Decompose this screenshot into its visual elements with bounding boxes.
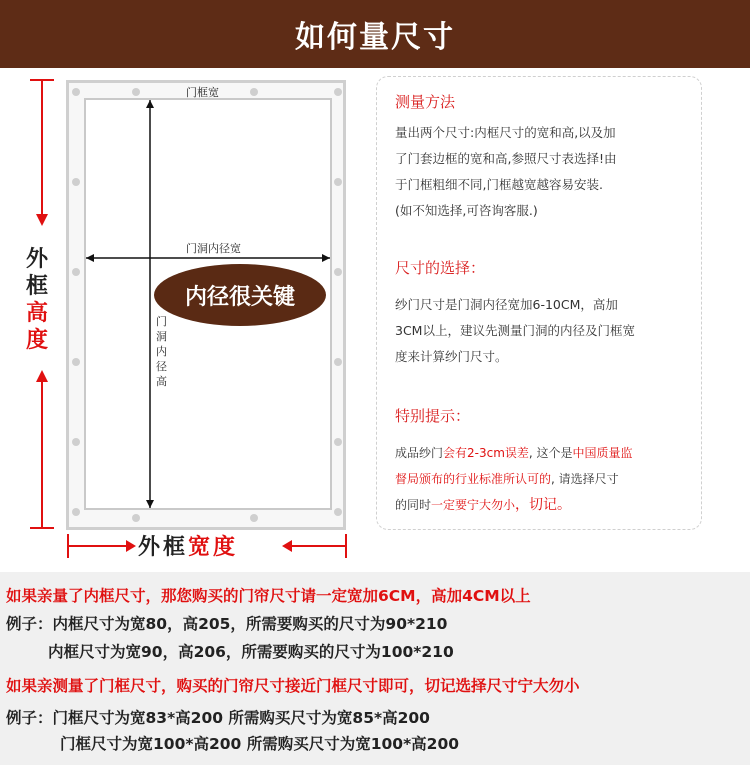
examples-panel (0, 572, 750, 765)
size-title: 尺寸的选择： (395, 259, 486, 277)
size-text: 纱门尺寸是门洞内径宽加6-10CM，高加 3CM以上，建议先测量门洞的内径及门框宽 度来计算纱门尺寸。 (395, 297, 635, 364)
outer-height-label: 外 框 高 度 (25, 247, 48, 353)
info-panel (376, 76, 702, 530)
door-frame-example-1: 例子：门框尺寸为宽83*高200 所需购买尺寸为宽85*高200 (6, 709, 430, 727)
tip-text: 成品纱门会有2-3cm误差, 这个是中国质量监 督局颁布的行业标准所认可的, 请选择尺寸 的同时一定要宁大勿小，切记。 (395, 446, 633, 513)
method-text: 量出两个尺寸:内框尺寸的宽和高,以及加 了门套边框的宽和高,参照尺寸表选择!由 于门框粗细不同,门框越宽越容易安装. (如不知选择,可咨询客服.) (395, 125, 617, 218)
size-section (395, 257, 687, 370)
outer-width-label: 外框宽度 (138, 535, 239, 560)
inner-frame-example-1: 例子：内框尺寸为宽80，高205，所需要购买的尺寸为90*210 (6, 615, 448, 633)
frame-width-label: 门框宽 (186, 86, 219, 99)
opening-height-label: 门 洞 内 径 高 (156, 315, 167, 388)
method-section (395, 91, 687, 224)
door-frame-rule: 如果亲测量了门框尺寸，购买的门帘尺寸接近门框尺寸即可，切记选择尺寸宁大勿小 (6, 677, 580, 695)
inner-frame-example-2: 内框尺寸为宽90，高206，所需要购买的尺寸为100*210 (48, 643, 454, 661)
header-banner (0, 0, 750, 68)
measurement-diagram (0, 68, 370, 568)
door-frame-example-2: 门框尺寸为宽100*高200 所需购买尺寸为宽100*高200 (60, 735, 460, 753)
opening-width-label: 门洞内径宽 (186, 242, 241, 255)
inner-frame-rule: 如果亲量了内框尺寸，那您购买的门帘尺寸请一定宽加6CM，高加4CM以上 (6, 587, 531, 605)
page-title: 如何量尺寸 (295, 20, 455, 55)
method-title: 测量方法 (395, 93, 456, 111)
key-badge: 内径很关键 (154, 264, 326, 326)
tip-section (395, 405, 691, 518)
tip-title: 特别提示： (395, 407, 471, 425)
